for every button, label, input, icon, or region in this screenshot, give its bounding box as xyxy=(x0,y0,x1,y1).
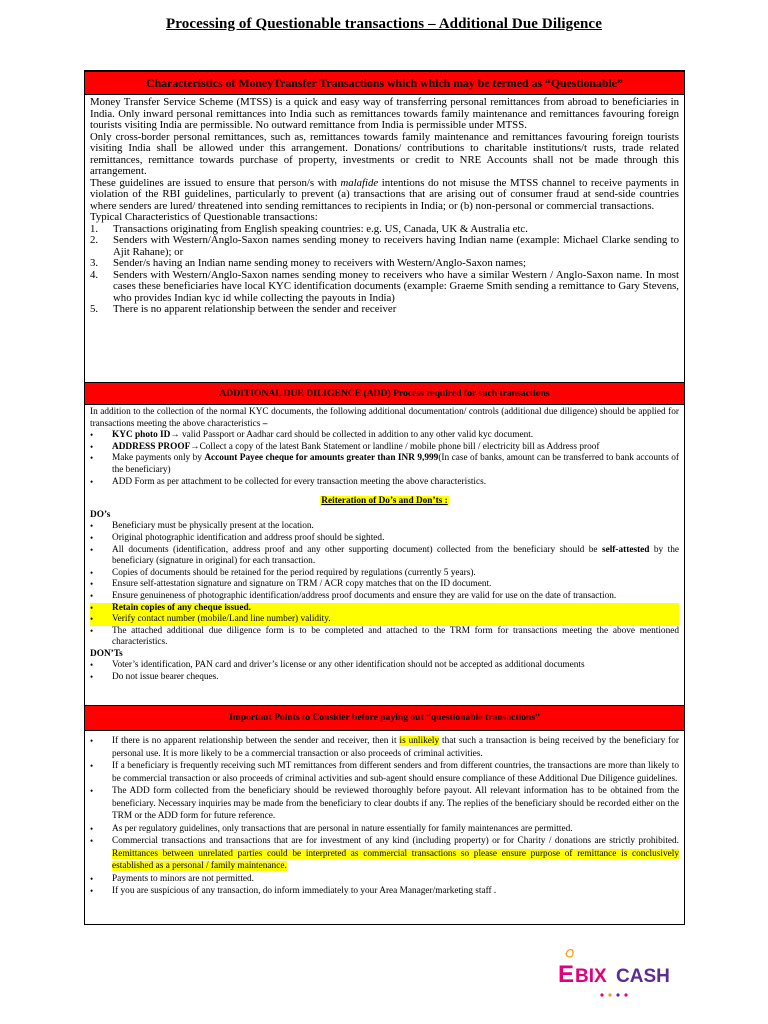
list-item: 5. There is no apparent relationship between the sender and receiver xyxy=(90,303,397,315)
list-item: 1. Transactions originating from English speaking countries: e.g. US, Canada, UK & Australia etc. xyxy=(90,222,528,235)
list-item: • ADD Form as per attachment to be collected for every transaction meeting the above characteristics. xyxy=(90,476,487,487)
section3-body xyxy=(90,735,679,898)
flame-icon xyxy=(566,950,573,958)
list-item: • Copies of documents should be retained for the period required by regulations (currently 5 years). xyxy=(90,567,476,578)
section2-body xyxy=(90,407,679,684)
list-item: • All documents (identification, address proof and any other supporting document) collected from the beneficiary should be self-attested by the beneficiary (signature in original) for each transaction. xyxy=(90,544,679,567)
section2-heading: ADDITIONAL DUE DILIGENCE (ADD) Process required for such transactions xyxy=(85,382,684,405)
list-item: • Ensure self-attestation signature and signature on TRM / ACR copy matches that on the ID document. xyxy=(90,579,492,590)
list-item: 2. Senders with Western/Anglo-Saxon names sending money to receivers having Indian name (example: Michael Clarke sending to Ajit Rahane); or xyxy=(90,234,679,258)
dos-label: DO’s xyxy=(90,509,111,520)
logo-dots xyxy=(600,993,627,996)
reiteration-heading: Reiteration of Do’s and Don’ts : xyxy=(321,496,448,507)
ebixcash-logo-graphic xyxy=(558,947,678,1003)
logo-text-cash: CASH xyxy=(616,966,670,987)
section1-body xyxy=(90,97,679,316)
section1-list-intro: Typical Characteristics of Questionable transactions: xyxy=(90,211,318,223)
list-item: • If a beneficiary is frequently receiving such MT remittances from different senders and from different countries, the transactions are more than likely to be commercial transaction or also proceeds of criminal activities and sub-agent should ensure compliance of these Additional Due Diligence guidelines. xyxy=(90,761,679,784)
list-item: • As per regulatory guidelines, only transactions that are personal in nature essentially for family maintenances are permitted. xyxy=(90,823,573,834)
list-item: • Voter’s identification, PAN card and driver’s license or any other identification should not be accepted as additional documents xyxy=(90,660,585,671)
donts-label: DON’Ts xyxy=(90,648,123,659)
important-points-list xyxy=(90,735,679,898)
donts-list xyxy=(90,660,679,683)
list-item: • Verify contact number (mobile/Land line number) validity. xyxy=(90,614,679,626)
list-item: 4. Senders with Western/Anglo-Saxon names sending money to receivers who have a similar Western / Anglo-Saxon name. In most cases these beneficiaries have local KYC identification documents (example: Graeme Smith sending a remittance to Gary Stevens, who provides Indian kyc id while collecting the payouts in India) xyxy=(90,268,679,304)
list-item: • ADDRESS PROOF→Collect a copy of the latest Bank Statement or landline / mobile phone bill / electricity bill as Address proof xyxy=(90,441,600,452)
section1-para1: Money Transfer Service Scheme (MTSS) is a quick and easy way of transferring personal remittances from abroad to beneficiaries in India. Only inward personal remittances into India such as remittances towards family maintenance and remittances favouring foreign tourists visiting India are permissible. No outward remittance from India is permissible under MTSS. xyxy=(90,96,679,131)
section1-heading: Characteristics of MoneyTransfer Transactions which which may be termed as “Questionable” xyxy=(85,71,684,95)
list-item: • KYC photo ID→ valid Passport or Aadhar card should be collected in addition to any other valid kyc document. xyxy=(90,430,534,441)
section1-para2: Only cross-border personal remittances, such as, remittances towards family maintenance and remittances favouring foreign tourists visiting India shall be allowed under this arrangement. Donations/ contributions to charitable institutions/t rusts, trade related remittances, remittance towards purchase of property, investments or credit to NRE Accounts shall not be made through this arrangement. xyxy=(90,130,679,177)
list-item: • The ADD form collected from the beneficiary should be reviewed thoroughly before payout. All relevant information has to be obtained from the beneficiary. Necessary inquiries may be made from the beneficiary to clear doubts if any. The replies of the beneficiary should be recorded either on the TRM or the ADD form for future reference. xyxy=(90,786,679,821)
list-item: 3. Sender/s having an Indian name sending money to receivers with Western/Anglo-Saxon names; xyxy=(90,257,527,269)
main-frame xyxy=(84,70,685,925)
section2-intro: In addition to the collection of the normal KYC documents, the following additional documentation/ controls (additional due diligence) should be applied for transactions meeting the above characteristics – xyxy=(90,407,679,429)
list-item: • Do not issue bearer cheques. xyxy=(90,672,219,683)
list-item: • Retain copies of any cheque issued. xyxy=(90,603,679,615)
list-item: • Ensure genuineness of photographic identification/address proof documents and ensure they are valid for use on the date of transaction. xyxy=(90,590,617,601)
list-item: • Make payments only by Account Payee cheque for amounts greater than INR 9,999(In case of banks, amount can be transferred to bank accounts of the beneficiary) xyxy=(90,453,679,475)
characteristics-list xyxy=(90,224,679,316)
section3-heading: Important Points to Consider before paying out “questionable transactions” xyxy=(85,705,684,731)
ebixcash-logo xyxy=(558,947,678,1003)
list-item: • If there is no apparent relationship between the sender and receiver, then it is unlikely that such a transaction is being received by the beneficiary for personal use. It is more likely to be a commercial transaction or also proceeds of criminal activities. xyxy=(90,736,680,759)
list-item: • Payments to minors are not permitted. xyxy=(90,873,255,884)
list-item: • The attached additional due diligence form is to be completed and attached to the TRM form for transactions meeting the above mentioned characteristics. xyxy=(90,625,679,648)
list-item: • Beneficiary must be physically present at the location. xyxy=(90,521,314,532)
list-item: • If you are suspicious of any transaction, do inform immediately to your Area Manager/marketing staff . xyxy=(90,886,497,896)
section1-para3: These guidelines are issued to ensure that person/s with malafide intentions do not misuse the MTSS channel to receive payments in violation of the RBI guidelines, particularly to prevent (a) transactions that are arising out of consumer fraud at send-side countries where senders are lured/ threatened into sending remittances to recipients in India; or (b) non-personal or commercial transactions. xyxy=(90,176,680,212)
list-item: • Original photographic identification and address proof should be sighted. xyxy=(90,532,385,543)
dos-list xyxy=(90,521,679,649)
logo-text-bix: BIX xyxy=(575,966,607,987)
add-requirements-list xyxy=(90,430,679,488)
page-title: Processing of Questionable transactions – Additional Due Diligence xyxy=(166,16,602,32)
list-item: • Commercial transactions and transactions that are for investment of any kind (including property) or for Charity / donations are strictly prohibited. Remittances between unrelated parties could be interpreted as commercial transactions so please ensure purpose of remittance is conclusively established as a personal / family maintenance. xyxy=(90,836,679,871)
logo-text-e: E xyxy=(558,961,575,988)
